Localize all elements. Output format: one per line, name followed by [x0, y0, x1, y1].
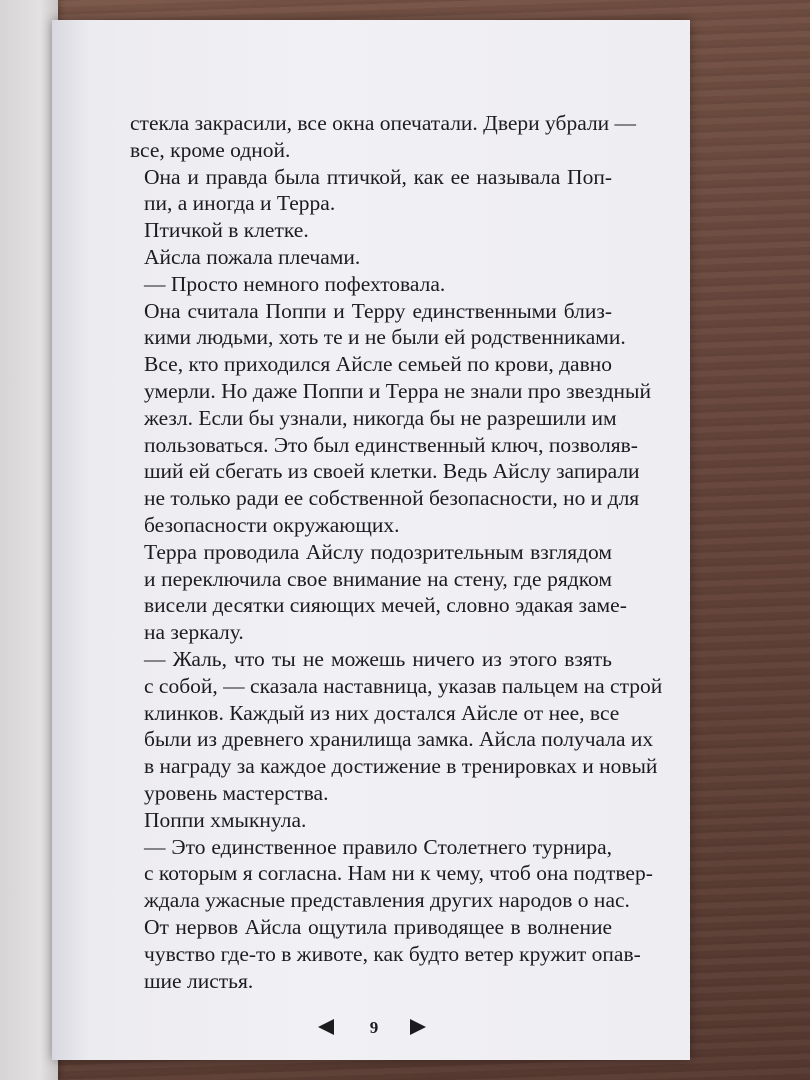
- text-line: — Просто немного пофехтовала.: [144, 271, 446, 296]
- text-line: Она и правда была птичкой, как ее называла Поп-: [144, 164, 612, 189]
- page-body-text: [130, 110, 663, 994]
- text-line: Птичкой в клетке.: [144, 218, 309, 243]
- text-line: Все, кто приходился Айсле семьей по крови, давно: [144, 352, 612, 377]
- text-line: пользоваться. Это был единственный ключ, позволяв-: [144, 432, 638, 457]
- page-number: 9: [369, 1018, 379, 1037]
- text-line: пи, а иногда и Терра.: [144, 191, 336, 216]
- text-line: ший ей сбегать из своей клетки. Ведь Айслу запирали: [144, 459, 640, 484]
- text-line: Поппи хмыкнула.: [144, 807, 307, 832]
- paragraph: [130, 914, 641, 994]
- paragraph: [130, 646, 663, 807]
- text-line: ждала ужасные представления других народов о нас.: [144, 888, 630, 913]
- paragraph: [130, 217, 612, 244]
- text-line: — Это единственное правило Столетнего турнира,: [144, 834, 612, 859]
- paragraph: [130, 164, 612, 218]
- text-line: От нервов Айсла ощутила приводящее в волнение: [144, 914, 612, 939]
- text-line: Айсла пожала плечами.: [144, 244, 361, 269]
- paragraph: [130, 298, 651, 539]
- text-line: Она считала Поппи и Терру единственными близ-: [144, 298, 612, 323]
- text-line: шие листья.: [144, 968, 254, 993]
- text-line: не только ради ее собственной безопасности, но и для: [144, 486, 640, 511]
- previous-page-edge: [0, 0, 58, 1080]
- text-line: умерли. Но даже Поппи и Терра не знали про звездный: [144, 378, 651, 403]
- text-line: и переключила свое внимание на стену, где рядком: [144, 566, 612, 591]
- text-line: были из древнего хранилища замка. Айсла получала их: [144, 727, 654, 752]
- paragraph: [130, 271, 612, 298]
- text-line: с которым я согласна. Нам ни к чему, чтоб она подтвер-: [144, 861, 653, 886]
- text-line: чувство где-то в животе, как будто ветер кружит опав-: [144, 941, 641, 966]
- triangle-right-icon: [410, 1019, 426, 1035]
- text-line: безопасности окружающих.: [144, 512, 400, 537]
- page-footer: [314, 1012, 434, 1042]
- text-line: все, кроме одной.: [130, 137, 291, 162]
- text-line: стекла закрасили, все окна опечатали. Двери убрали —: [130, 111, 637, 135]
- paragraph: [130, 539, 627, 646]
- text-line: с собой, — сказала наставница, указав пальцем на строй: [144, 673, 663, 698]
- text-line: клинков. Каждый из них достался Айсле от нее, все: [144, 700, 620, 725]
- text-line: висели десятки сияющих мечей, словно эдакая заме-: [144, 593, 627, 618]
- paragraph: [130, 807, 612, 834]
- paragraph: [130, 244, 612, 271]
- text-line: — Жаль, что ты не можешь ничего из этого взять: [144, 646, 612, 671]
- text-line: в награду за каждое достижение в тренировках и новый: [144, 754, 658, 779]
- text-line: Терра проводила Айслу подозрительным взглядом: [144, 539, 612, 564]
- text-line: кими людьми, хоть те и не были ей родственниками.: [144, 325, 626, 350]
- paragraph: [130, 834, 653, 914]
- paragraph: [130, 110, 637, 164]
- triangle-left-icon: [318, 1019, 334, 1035]
- text-line: уровень мастерства.: [144, 780, 329, 805]
- text-line: на зеркалу.: [144, 620, 244, 645]
- text-line: жезл. Если бы узнали, никогда бы не разрешили им: [144, 405, 617, 430]
